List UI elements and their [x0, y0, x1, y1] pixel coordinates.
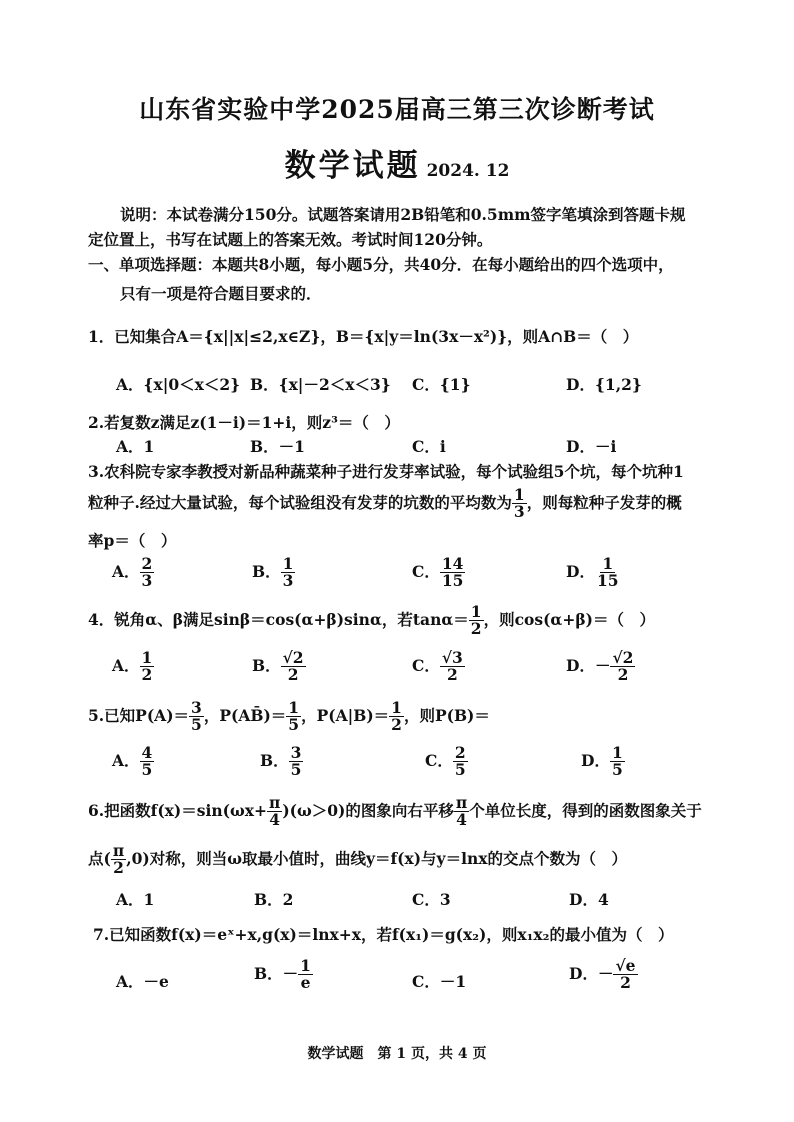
- q5-f3-den: 2: [391, 715, 402, 735]
- question-1-stem: 1．已知集合A＝{x||x|≤2,x∈Z}，B＝{x|y＝ln(3x－x²)}，则A∩B＝（ ）: [88, 327, 639, 346]
- q4-d-num: √2: [612, 648, 634, 667]
- question-3-line-3: 率p＝（ ）: [88, 531, 177, 550]
- exam-title: 山东省实验中学2025届高三第三次诊断考试: [139, 95, 655, 124]
- question-6-line-1: [88, 795, 702, 829]
- q6-option-c: C．3: [412, 890, 451, 909]
- q4-option-c-frac: [440, 650, 465, 684]
- q3-option-b-label: B．: [252, 561, 281, 581]
- question-5-stem: [88, 700, 490, 734]
- question-3-line-2: [88, 487, 682, 521]
- q4-option-d-label: D．: [566, 655, 595, 675]
- q5-frac-1: [189, 700, 204, 734]
- q5-frac-3: [389, 700, 404, 734]
- q5-option-a: [112, 745, 154, 779]
- q7-option-b-sign: －: [282, 963, 299, 983]
- q2-option-d: D．－i: [566, 437, 617, 456]
- q3-option-b: [252, 556, 295, 590]
- q7-option-b-label: B．: [254, 963, 283, 983]
- q6-option-d: D．4: [569, 890, 609, 909]
- q4-a-den: 2: [141, 665, 153, 685]
- q4-option-d-frac: [610, 650, 635, 684]
- q3-d-den: 15: [596, 571, 619, 591]
- q3-line2-text-a: 粒种子.经过大量试验，每个试验组没有发芽的坑数的平均数为: [88, 492, 512, 512]
- q4-option-a: [112, 650, 154, 684]
- q5-f2-den: 5: [288, 715, 300, 735]
- q5-option-c-label: C．: [425, 750, 453, 770]
- q4-option-b-label: B．: [252, 655, 281, 675]
- q5-part-3: ，P(A|B)＝: [301, 705, 390, 725]
- q4-frac: [469, 604, 484, 638]
- q4-option-a-frac: [140, 650, 155, 684]
- q5-option-b: [260, 745, 303, 779]
- q5-b-den: 5: [290, 760, 302, 780]
- q3-option-a: [112, 556, 154, 590]
- q2-option-c: C．i: [412, 437, 446, 456]
- q5-a-den: 5: [141, 760, 153, 780]
- q5-option-d-label: D．: [581, 750, 610, 770]
- q6-frac-2: [454, 795, 469, 829]
- q3-option-d-label: D．: [566, 561, 595, 581]
- q6-f1-num: π: [268, 793, 281, 812]
- q1-option-b: B．{x|－2＜x＜3}: [250, 375, 391, 394]
- q6-line2-b: ,0)对称，则当ω取最小值时，曲线y＝f(x)与y＝lnx的交点个数为（ ）: [126, 848, 627, 868]
- q5-option-a-label: A．: [112, 750, 140, 770]
- q4-c-num: √3: [441, 648, 463, 667]
- q4-stem-b: ，则cos(α+β)＝（ ）: [483, 609, 655, 629]
- q3-option-d-frac: [595, 556, 621, 590]
- instructions-line-2: 定位置上，书写在试题上的答案无效。考试时间120分钟。: [88, 230, 493, 249]
- q5-option-c: [425, 745, 468, 779]
- q5-option-b-label: B．: [260, 750, 289, 770]
- q6-line1-a: 6.把函数f(x)＝sin(ωx+: [88, 800, 267, 820]
- q3-option-c-frac: [440, 556, 466, 590]
- question-6-line-2: [88, 843, 627, 877]
- q3-option-b-frac: [281, 556, 296, 590]
- q3-a-den: 3: [141, 571, 153, 591]
- question-4-stem: [88, 604, 655, 638]
- q6-frac-1: [267, 795, 282, 829]
- q3-a-num: 2: [141, 554, 153, 573]
- q4-option-a-label: A．: [112, 655, 140, 675]
- q6-option-a: A．1: [116, 890, 155, 909]
- q5-part-4: ，则P(B)＝: [403, 705, 490, 725]
- q3-fraction: [512, 487, 527, 521]
- q6-line2-a: 点(: [88, 848, 111, 868]
- q4-option-b-frac: [281, 650, 306, 684]
- q2-option-b: B．－1: [250, 437, 305, 456]
- q4-frac-num: 1: [470, 602, 482, 621]
- q6-frac-3: [111, 843, 126, 877]
- section-heading-line-1: 一、单项选择题：本题共8小题，每小题5分，共40分．在每小题给出的四个选项中，: [88, 255, 674, 274]
- q5-frac-2: [286, 700, 301, 734]
- question-7-stem: 7.已知函数f(x)＝eˣ+x,g(x)＝lnx+x，若f(x₁)＝g(x₂)，则x₁x₂的最小值为（ ）: [93, 925, 674, 944]
- q5-f3-num: 1: [391, 698, 402, 717]
- q6-line1-b: )(ω＞0)的图象向右平移: [282, 800, 454, 820]
- q4-option-d: [566, 650, 635, 684]
- q6-option-b: B．2: [254, 890, 294, 909]
- q3-b-num: 1: [282, 554, 294, 573]
- q7-option-c-text: －1: [439, 972, 467, 991]
- q5-option-d-frac: [610, 745, 625, 779]
- q5-c-num: 2: [454, 743, 466, 762]
- subject-heading: [0, 140, 794, 185]
- q7-option-d-sign: －: [597, 963, 614, 983]
- q5-a-num: 4: [141, 743, 153, 762]
- q4-d-den: 2: [617, 665, 629, 685]
- question-3-line-1: 3.农科院专家李教授对新品种蔬菜种子进行发芽率试验，每个试验组5个坑，每个坑种1: [88, 462, 684, 481]
- q7-option-a: [116, 970, 169, 992]
- q3-c-den: 15: [441, 571, 464, 591]
- q1-option-c: C．{1}: [412, 375, 471, 394]
- q1-option-d: D．{1,2}: [566, 375, 642, 394]
- q3-option-c: [412, 556, 465, 590]
- q5-option-a-frac: [140, 745, 155, 779]
- q6-f3-den: 2: [113, 858, 124, 878]
- q3-frac-den: 3: [513, 502, 525, 522]
- q7-option-c-label: C．: [412, 972, 440, 991]
- q4-option-c-label: C．: [412, 655, 440, 675]
- q7-option-a-label: A．: [116, 972, 144, 991]
- q7-b-den: e: [300, 973, 311, 993]
- q7-d-num: √e: [615, 956, 636, 975]
- q3-option-a-label: A．: [112, 561, 140, 581]
- q4-option-b: [252, 650, 306, 684]
- q7-option-d: [569, 958, 638, 992]
- q3-option-a-frac: [140, 556, 155, 590]
- q6-f3-num: π: [112, 841, 125, 860]
- q3-option-c-label: C．: [412, 561, 440, 581]
- q4-stem-a: 4．锐角α、β满足sinβ＝cos(α+β)sinα，若tanα＝: [88, 609, 469, 629]
- q5-c-den: 5: [454, 760, 466, 780]
- q4-c-den: 2: [446, 665, 458, 685]
- question-2-stem: 2.若复数z满足z(1－i)＝1+i，则z³＝（ ）: [88, 413, 400, 432]
- q4-b-num: √2: [282, 648, 304, 667]
- q2-option-a: A．1: [116, 437, 155, 456]
- q1-option-a: A．{x|0＜x＜2}: [116, 375, 241, 394]
- q4-option-c: [412, 650, 465, 684]
- q6-f2-den: 4: [456, 810, 467, 830]
- q4-a-num: 1: [141, 648, 153, 667]
- q6-f1-den: 4: [269, 810, 281, 830]
- page-footer: 数学试题 第 1 页，共 4 页: [307, 1046, 487, 1062]
- q7-option-a-text: －e: [143, 972, 169, 991]
- q5-part-1: 5.已知P(A)＝: [88, 705, 190, 725]
- q6-f2-num: π: [455, 793, 468, 812]
- q3-line2-text-b: ，则每粒种子发芽的概: [526, 492, 682, 512]
- q7-option-d-label: D．: [569, 963, 598, 983]
- q5-option-d: [581, 745, 625, 779]
- q5-b-num: 3: [290, 743, 302, 762]
- q4-option-d-sign: －: [594, 655, 611, 675]
- section-heading-line-2: 只有一项是符合题目要求的．: [120, 284, 322, 303]
- instructions-line-1: 说明：本试卷满分150分。试题答案请用2B铅笔和0.5mm签字笔填涂到答题卡规: [120, 205, 686, 224]
- q5-part-2: ，P(AB̄)＝: [203, 705, 287, 725]
- q7-option-b: [254, 958, 313, 992]
- exam-date: 2024. 12: [426, 161, 510, 181]
- q4-frac-den: 2: [470, 619, 482, 639]
- q6-line1-c: 个单位长度，得到的函数图象关于: [469, 800, 702, 820]
- q4-b-den: 2: [287, 665, 299, 685]
- q7-b-num: 1: [300, 956, 311, 975]
- subject-title: 数学试题: [284, 148, 421, 184]
- q5-d-num: 1: [611, 743, 623, 762]
- q3-c-num: 14: [441, 554, 464, 573]
- q5-f1-num: 3: [191, 698, 202, 717]
- q7-option-d-frac: [613, 958, 637, 992]
- q7-option-b-frac: [298, 958, 313, 992]
- q3-option-d: [566, 556, 621, 590]
- q3-d-num: 1: [602, 554, 614, 573]
- q5-option-b-frac: [289, 745, 304, 779]
- q5-f1-den: 5: [191, 715, 202, 735]
- q3-frac-num: 1: [513, 485, 525, 504]
- q5-f2-num: 1: [288, 698, 300, 717]
- q7-option-c: [412, 970, 466, 992]
- q7-d-den: 2: [620, 973, 631, 993]
- q3-b-den: 3: [282, 571, 294, 591]
- q5-option-c-frac: [453, 745, 468, 779]
- q5-d-den: 5: [611, 760, 623, 780]
